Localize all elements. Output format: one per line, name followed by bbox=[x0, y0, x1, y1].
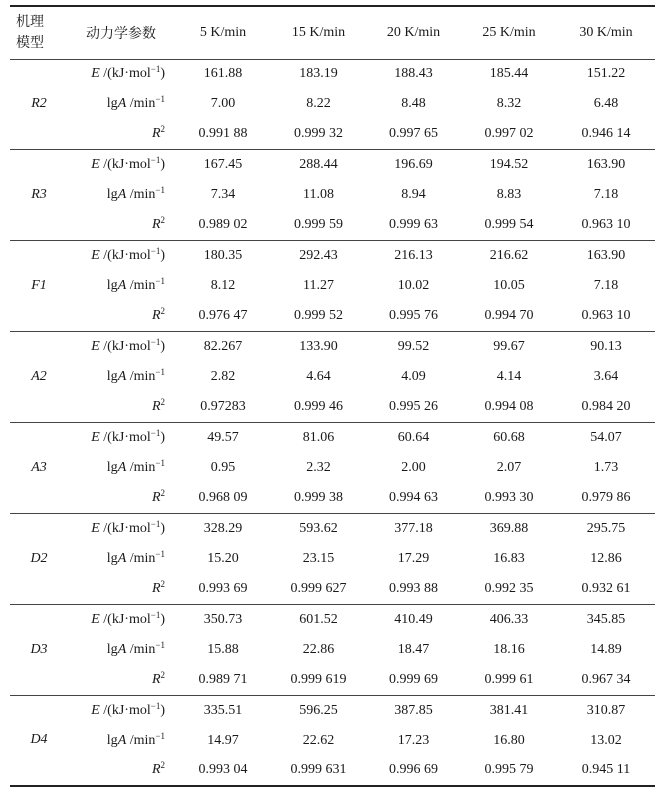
value-cell: 216.62 bbox=[489, 248, 529, 264]
model-name: D2 bbox=[30, 550, 48, 566]
value-cell: 596.25 bbox=[299, 702, 338, 718]
table-row-lgA bbox=[10, 635, 655, 665]
value-cell: 8.32 bbox=[496, 96, 522, 112]
value-cell: 180.35 bbox=[203, 248, 243, 264]
table-row-R2 bbox=[10, 483, 655, 513]
table-row-lgA bbox=[10, 89, 655, 119]
value-cell: 0.994 70 bbox=[484, 308, 534, 324]
param-label-R2: $R^2$ bbox=[151, 488, 165, 506]
value-cell: 0.963 10 bbox=[581, 308, 631, 324]
param-label-E: E /(kJ·mol$^{-1}$) bbox=[91, 700, 165, 718]
value-cell: 4.09 bbox=[401, 369, 426, 385]
value-cell: 0.999 627 bbox=[290, 580, 347, 596]
value-cell: 0.999 69 bbox=[389, 671, 438, 687]
value-cell: 410.49 bbox=[394, 611, 433, 627]
param-label-R2: $R^2$ bbox=[151, 124, 165, 142]
param-label-E: E /(kJ·mol$^{-1}$) bbox=[91, 64, 165, 82]
value-cell: 185.44 bbox=[489, 66, 529, 82]
table-row-E bbox=[10, 695, 655, 725]
value-cell: 601.52 bbox=[299, 611, 338, 627]
table-row-lgA bbox=[10, 362, 655, 392]
value-cell: 161.88 bbox=[203, 66, 243, 82]
value-cell: 0.992 35 bbox=[484, 580, 534, 596]
param-label-E: E /(kJ·mol$^{-1}$) bbox=[91, 337, 165, 355]
value-cell: 163.90 bbox=[586, 157, 626, 173]
value-cell: 0.995 79 bbox=[484, 762, 534, 778]
model-name: R2 bbox=[31, 96, 47, 112]
value-cell: 0.97283 bbox=[200, 399, 246, 415]
table-row-R2 bbox=[10, 210, 655, 240]
value-cell: 292.43 bbox=[299, 248, 338, 264]
value-cell: 7.18 bbox=[593, 278, 619, 294]
model-name: R3 bbox=[31, 187, 47, 203]
value-cell: 0.999 52 bbox=[294, 308, 343, 324]
param-label-lgA: lgA $/\min^{-1}$ bbox=[106, 276, 165, 294]
param-label-lgA: lgA $/\min^{-1}$ bbox=[106, 730, 165, 748]
value-cell: 3.64 bbox=[593, 369, 619, 385]
value-cell: 216.13 bbox=[394, 248, 433, 264]
value-cell: 1.73 bbox=[593, 460, 619, 475]
value-cell: 381.41 bbox=[489, 702, 529, 718]
value-cell: 295.75 bbox=[586, 520, 626, 536]
header-rate-20: 20 K/min bbox=[386, 24, 441, 40]
value-cell: 99.67 bbox=[493, 339, 525, 355]
value-cell: 6.48 bbox=[593, 96, 619, 112]
value-cell: 54.07 bbox=[590, 429, 622, 445]
value-cell: 0.999 619 bbox=[290, 671, 347, 687]
value-cell: 0.989 02 bbox=[198, 217, 248, 233]
table-row-R2 bbox=[10, 665, 655, 695]
value-cell: 8.48 bbox=[401, 96, 426, 112]
value-cell: 350.73 bbox=[203, 611, 243, 627]
value-cell: 0.993 88 bbox=[389, 580, 438, 596]
value-cell: 0.991 88 bbox=[198, 126, 248, 142]
header-row bbox=[10, 6, 655, 59]
header-param: 动力学参数 bbox=[86, 26, 156, 42]
value-cell: 377.18 bbox=[394, 520, 433, 536]
table-row-R2 bbox=[10, 392, 655, 422]
value-cell: 22.62 bbox=[302, 732, 335, 748]
table-row-E bbox=[10, 150, 655, 180]
value-cell: 593.62 bbox=[299, 520, 338, 536]
param-label-lgA: lgA $/\min^{-1}$ bbox=[106, 94, 165, 112]
header-rate-30: 30 K/min bbox=[579, 24, 633, 40]
value-cell: 0.996 69 bbox=[389, 762, 438, 778]
param-label-E: E /(kJ·mol$^{-1}$) bbox=[91, 609, 165, 627]
value-cell: 387.85 bbox=[394, 702, 433, 718]
table-row-E bbox=[10, 423, 655, 453]
value-cell: 0.999 32 bbox=[294, 126, 343, 142]
value-cell: 0.95 bbox=[210, 460, 236, 475]
value-cell: 90.13 bbox=[590, 339, 622, 355]
model-name: D4 bbox=[30, 732, 48, 748]
value-cell: 0.999 54 bbox=[484, 217, 534, 233]
value-cell: 151.22 bbox=[586, 66, 626, 82]
param-label-E: E /(kJ·mol$^{-1}$) bbox=[91, 246, 165, 264]
value-cell: 0.993 30 bbox=[484, 490, 534, 506]
model-group-a2 bbox=[10, 332, 655, 423]
value-cell: 0.999 63 bbox=[389, 217, 438, 233]
value-cell: 0.979 86 bbox=[581, 490, 631, 506]
param-label-R2: $R^2$ bbox=[151, 215, 165, 233]
value-cell: 0.997 02 bbox=[484, 126, 534, 142]
value-cell: 11.27 bbox=[303, 278, 334, 294]
value-cell: 0.945 11 bbox=[581, 762, 631, 778]
table-row-E bbox=[10, 604, 655, 634]
param-label-R2: $R^2$ bbox=[151, 760, 165, 778]
param-label-E: E /(kJ·mol$^{-1}$) bbox=[91, 518, 165, 536]
table-row-E bbox=[10, 241, 655, 271]
model-name: F1 bbox=[31, 278, 47, 294]
value-cell: 0.995 76 bbox=[389, 308, 438, 324]
value-cell: 13.02 bbox=[590, 732, 622, 748]
value-cell: 0.999 631 bbox=[290, 762, 347, 778]
value-cell: 14.89 bbox=[590, 641, 622, 657]
value-cell: 0.989 71 bbox=[198, 671, 248, 687]
model-group-a3 bbox=[10, 423, 655, 514]
value-cell: 49.57 bbox=[207, 429, 239, 445]
value-cell: 18.47 bbox=[397, 641, 430, 657]
value-cell: 81.06 bbox=[302, 429, 335, 445]
model-name: A2 bbox=[31, 369, 47, 385]
value-cell: 0.997 65 bbox=[389, 126, 438, 142]
table-header bbox=[10, 6, 655, 59]
value-cell: 163.90 bbox=[586, 248, 626, 264]
value-cell: 16.80 bbox=[493, 732, 525, 748]
value-cell: 15.88 bbox=[207, 641, 239, 657]
kinetic-parameters-table bbox=[10, 5, 655, 787]
header-rate-25: 25 K/min bbox=[482, 24, 536, 40]
value-cell: 16.83 bbox=[493, 550, 525, 566]
table-row-lgA bbox=[10, 453, 655, 483]
param-label-E: E /(kJ·mol$^{-1}$) bbox=[91, 427, 165, 445]
value-cell: 8.12 bbox=[210, 278, 236, 294]
header-model-line1: 机理 bbox=[16, 14, 44, 30]
value-cell: 14.97 bbox=[207, 732, 239, 748]
model-name: D3 bbox=[30, 641, 48, 657]
header-model bbox=[10, 6, 68, 59]
param-label-R2: $R^2$ bbox=[151, 578, 165, 596]
header-rate-5: 5 K/min bbox=[199, 24, 247, 40]
param-label-E: E /(kJ·mol$^{-1}$) bbox=[91, 155, 165, 173]
header-model-line2: 模型 bbox=[16, 35, 44, 51]
value-cell: 7.00 bbox=[210, 96, 236, 112]
value-cell: 7.18 bbox=[593, 187, 619, 203]
model-group-r2 bbox=[10, 59, 655, 150]
value-cell: 183.19 bbox=[299, 66, 338, 82]
value-cell: 0.967 34 bbox=[581, 671, 631, 687]
value-cell: 4.14 bbox=[496, 369, 522, 385]
param-label-lgA: lgA $/\min^{-1}$ bbox=[106, 367, 165, 385]
value-cell: 17.29 bbox=[397, 550, 430, 566]
table-row-lgA bbox=[10, 726, 655, 756]
model-group-d2 bbox=[10, 513, 655, 604]
table-row-R2 bbox=[10, 574, 655, 604]
value-cell: 99.52 bbox=[397, 339, 430, 355]
value-cell: 7.34 bbox=[210, 187, 236, 203]
value-cell: 23.15 bbox=[302, 550, 335, 566]
value-cell: 0.932 61 bbox=[581, 580, 631, 596]
value-cell: 0.994 08 bbox=[484, 399, 534, 415]
table-row-lgA bbox=[10, 544, 655, 574]
value-cell: 0.994 63 bbox=[389, 490, 438, 506]
value-cell: 2.00 bbox=[401, 460, 426, 475]
value-cell: 11.08 bbox=[303, 187, 334, 203]
value-cell: 4.64 bbox=[306, 369, 331, 385]
table-row-R2 bbox=[10, 120, 655, 150]
value-cell: 194.52 bbox=[489, 157, 529, 173]
value-cell: 0.995 26 bbox=[389, 399, 438, 415]
param-label-lgA: lgA $/\min^{-1}$ bbox=[106, 185, 165, 203]
value-cell: 12.86 bbox=[590, 550, 622, 566]
table-row-lgA bbox=[10, 271, 655, 301]
value-cell: 2.82 bbox=[210, 369, 236, 385]
param-label-lgA: lgA $/\min^{-1}$ bbox=[106, 458, 165, 475]
value-cell: 0.999 38 bbox=[294, 490, 343, 506]
value-cell: 22.86 bbox=[302, 641, 335, 657]
value-cell: 2.07 bbox=[496, 460, 522, 475]
value-cell: 0.984 20 bbox=[581, 399, 631, 415]
value-cell: 0.993 04 bbox=[198, 762, 248, 778]
table-row-E bbox=[10, 332, 655, 362]
table-row-R2 bbox=[10, 756, 655, 786]
value-cell: 369.88 bbox=[489, 520, 529, 536]
param-label-lgA: lgA $/\min^{-1}$ bbox=[106, 639, 165, 657]
value-cell: 188.43 bbox=[394, 66, 433, 82]
value-cell: 167.45 bbox=[203, 157, 243, 173]
value-cell: 0.999 46 bbox=[294, 399, 343, 415]
value-cell: 8.22 bbox=[306, 96, 331, 112]
value-cell: 288.44 bbox=[299, 157, 338, 173]
value-cell: 0.968 09 bbox=[198, 490, 248, 506]
value-cell: 0.993 69 bbox=[198, 580, 248, 596]
value-cell: 10.05 bbox=[493, 278, 525, 294]
value-cell: 10.02 bbox=[397, 278, 430, 294]
value-cell: 0.963 10 bbox=[581, 217, 631, 233]
param-label-R2: $R^2$ bbox=[151, 306, 165, 324]
value-cell: 0.999 59 bbox=[294, 217, 343, 233]
value-cell: 196.69 bbox=[394, 157, 433, 173]
value-cell: 18.16 bbox=[493, 641, 525, 657]
table-row-lgA bbox=[10, 180, 655, 210]
value-cell: 60.64 bbox=[397, 429, 430, 445]
value-cell: 0.946 14 bbox=[581, 126, 631, 142]
value-cell: 328.29 bbox=[203, 520, 243, 536]
model-group-d4 bbox=[10, 695, 655, 786]
value-cell: 82.267 bbox=[203, 339, 243, 355]
value-cell: 133.90 bbox=[299, 339, 338, 355]
value-cell: 15.20 bbox=[207, 550, 239, 566]
param-label-lgA: lgA $/\min^{-1}$ bbox=[106, 548, 165, 566]
value-cell: 406.33 bbox=[489, 611, 529, 627]
value-cell: 310.87 bbox=[586, 702, 626, 718]
param-label-R2: $R^2$ bbox=[151, 397, 165, 415]
value-cell: 345.85 bbox=[586, 611, 626, 627]
value-cell: 0.999 61 bbox=[484, 671, 534, 687]
model-group-d3 bbox=[10, 604, 655, 695]
value-cell: 2.32 bbox=[306, 460, 331, 475]
value-cell: 60.68 bbox=[493, 429, 525, 445]
value-cell: 8.94 bbox=[401, 187, 426, 203]
model-group-r3 bbox=[10, 150, 655, 241]
model-name: A3 bbox=[31, 460, 47, 475]
param-label-R2: $R^2$ bbox=[151, 669, 165, 687]
value-cell: 8.83 bbox=[496, 187, 522, 203]
table-row-E bbox=[10, 59, 655, 89]
value-cell: 17.23 bbox=[397, 732, 430, 748]
value-cell: 0.976 47 bbox=[198, 308, 248, 324]
value-cell: 335.51 bbox=[203, 702, 243, 718]
header-rate-15: 15 K/min bbox=[291, 24, 346, 40]
table-row-E bbox=[10, 513, 655, 543]
table-row-R2 bbox=[10, 301, 655, 331]
model-group-f1 bbox=[10, 241, 655, 332]
